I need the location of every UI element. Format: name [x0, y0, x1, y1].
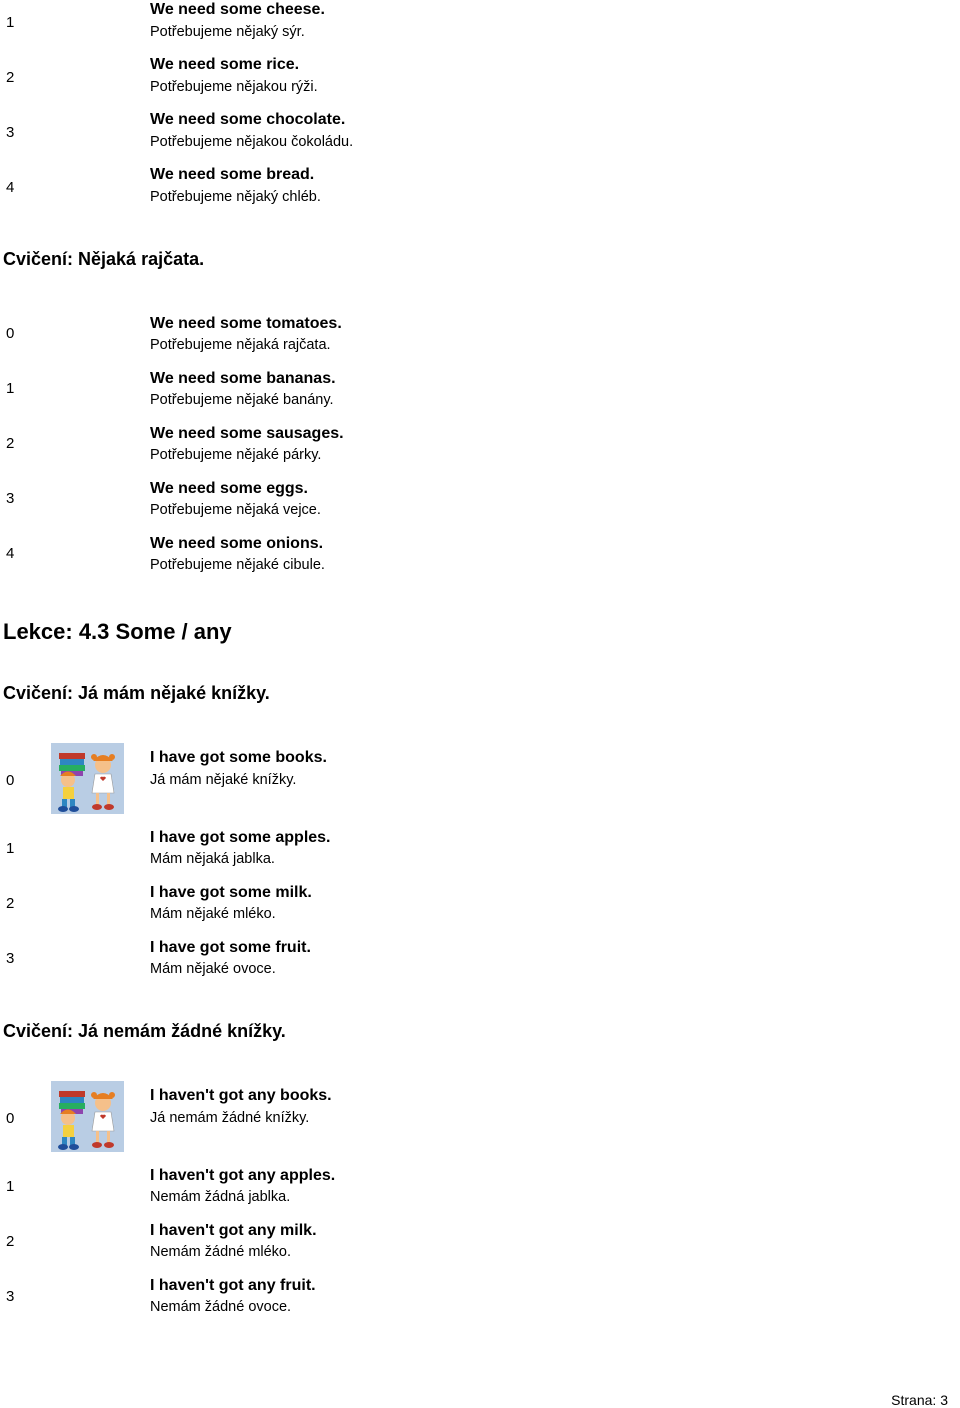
czech-translation: Potřebujeme nějaké banány. — [150, 392, 334, 408]
english-sentence: We need some onions. — [150, 535, 324, 552]
english-sentence: I have got some milk. — [150, 884, 312, 901]
english-sentence: We need some tomatoes. — [150, 315, 342, 332]
czech-translation: Potřebujeme nějakou čokoládu. — [150, 134, 354, 150]
english-sentence: I have got some fruit. — [150, 939, 311, 956]
exercise-title: Cvičení: Já nemám žádné knížky. — [3, 1021, 286, 1041]
english-sentence: I have got some books. — [150, 749, 327, 766]
item-number: 3 — [6, 124, 15, 141]
czech-translation: Potřebujeme nějaký sýr. — [150, 24, 305, 40]
item-number: 1 — [6, 1178, 15, 1195]
item-number: 3 — [6, 950, 15, 967]
lesson-title: Lekce: 4.3 Some / any — [3, 619, 232, 644]
czech-translation: Já nemám žádné knížky. — [150, 1110, 310, 1126]
english-sentence: We need some eggs. — [150, 480, 308, 497]
item-number: 4 — [6, 179, 15, 196]
exercise-title: Cvičení: Já mám nějaké knížky. — [3, 683, 270, 703]
english-sentence: We need some sausages. — [150, 425, 344, 442]
czech-translation: Mám nějaké mléko. — [150, 906, 276, 922]
czech-translation: Nemám žádné ovoce. — [150, 1299, 292, 1315]
czech-translation: Potřebujeme nějaké párky. — [150, 447, 322, 463]
item-number: 2 — [6, 895, 15, 912]
exercise-title: Cvičení: Nějaká rajčata. — [3, 249, 205, 269]
item-number: 1 — [6, 380, 15, 397]
czech-translation: Mám nějaké ovoce. — [150, 961, 276, 977]
item-number: 0 — [6, 772, 15, 789]
page-number: Strana: 3 — [891, 1392, 948, 1408]
english-sentence: I haven't got any milk. — [150, 1222, 317, 1239]
czech-translation: Potřebujeme nějaké cibule. — [150, 557, 325, 573]
czech-translation: Já mám nějaké knížky. — [150, 772, 297, 788]
czech-translation: Nemám žádná jablka. — [150, 1189, 291, 1205]
kids-books-picture — [51, 743, 124, 814]
english-sentence: I have got some apples. — [150, 829, 331, 846]
english-sentence: We need some bananas. — [150, 370, 336, 387]
czech-translation: Potřebujeme nějaká rajčata. — [150, 337, 331, 353]
item-number: 0 — [6, 1110, 15, 1127]
item-number: 2 — [6, 435, 15, 452]
czech-translation: Potřebujeme nějaký chléb. — [150, 189, 321, 205]
czech-translation: Mám nějaká jablka. — [150, 851, 275, 867]
english-sentence: We need some bread. — [150, 166, 315, 183]
english-sentence: I haven't got any books. — [150, 1087, 332, 1104]
item-number: 0 — [6, 325, 15, 342]
english-sentence: We need some chocolate. — [150, 111, 346, 128]
item-number: 4 — [6, 545, 15, 562]
item-number: 1 — [6, 14, 15, 31]
english-sentence: We need some cheese. — [150, 1, 325, 18]
item-number: 2 — [6, 69, 15, 86]
czech-translation: Nemám žádné mléko. — [150, 1244, 292, 1260]
item-number: 2 — [6, 1233, 15, 1250]
item-number: 3 — [6, 1288, 15, 1305]
english-sentence: We need some rice. — [150, 56, 300, 73]
item-number: 1 — [6, 840, 15, 857]
czech-translation: Potřebujeme nějaká vejce. — [150, 502, 321, 518]
kids-books-picture — [51, 1081, 124, 1152]
english-sentence: I haven't got any fruit. — [150, 1277, 316, 1294]
english-sentence: I haven't got any apples. — [150, 1167, 336, 1184]
item-number: 3 — [6, 490, 15, 507]
czech-translation: Potřebujeme nějakou rýži. — [150, 79, 318, 95]
